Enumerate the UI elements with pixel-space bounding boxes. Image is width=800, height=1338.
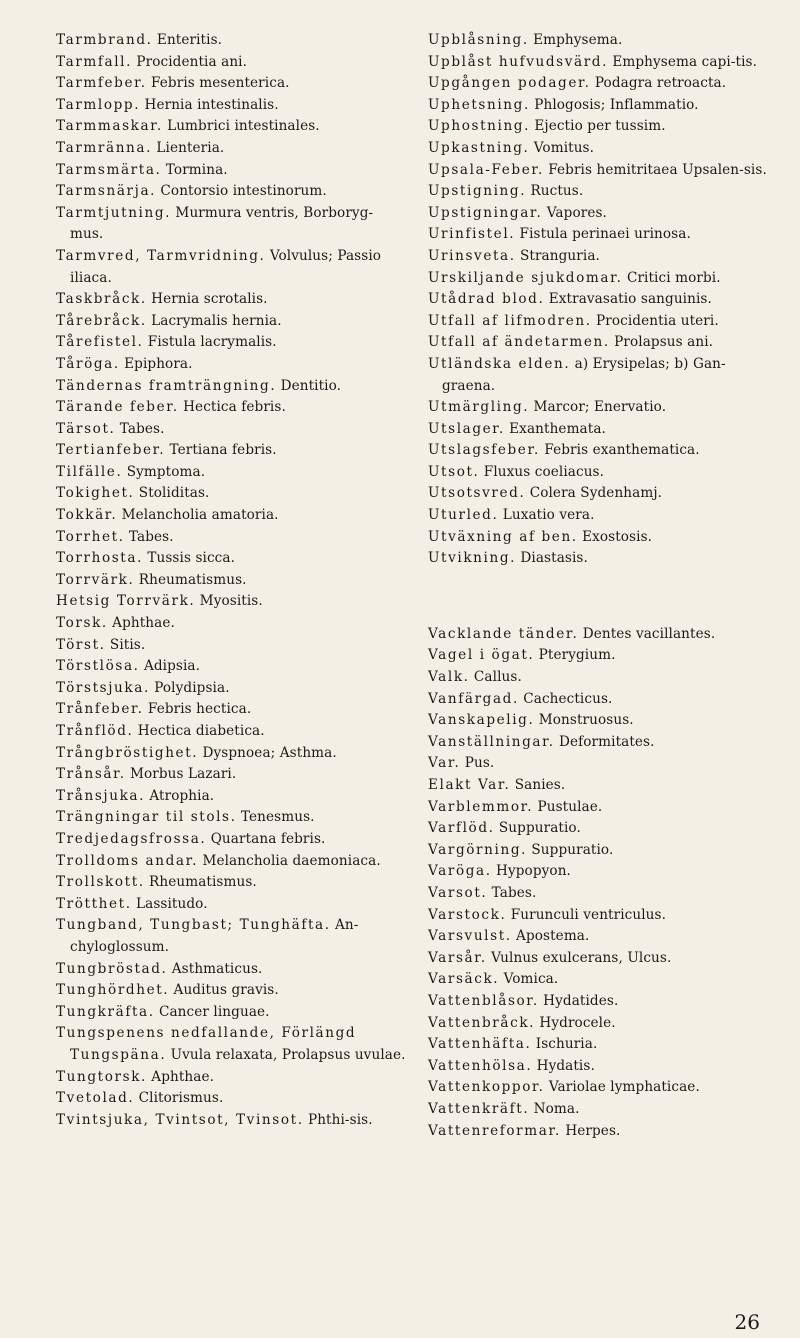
entry-latin: Callus.	[473, 669, 522, 686]
entry-term: Trollskott.	[56, 874, 145, 891]
entry-term: Vattenhäfta.	[428, 1036, 532, 1053]
entry-latin: Aphthae.	[151, 1068, 215, 1085]
dictionary-entry	[428, 883, 778, 905]
dictionary-entry	[428, 969, 778, 991]
entry-term: Tungbröstad.	[56, 960, 168, 977]
dictionary-entry	[428, 840, 778, 862]
entry-term: Elakt Var.	[428, 777, 511, 793]
dictionary-entry	[56, 613, 406, 635]
dictionary-entry	[428, 268, 778, 290]
entry-latin: Lumbrici intestinales.	[167, 118, 320, 135]
entry-term: Upstigning.	[428, 183, 527, 200]
dictionary-entry	[428, 948, 778, 970]
entry-term: Tarmmaskar.	[56, 118, 163, 135]
entry-latin: Vulnus exulcerans, Ulcus.	[491, 949, 672, 966]
entry-term: Torsk.	[56, 615, 108, 632]
dictionary-entry	[56, 160, 406, 182]
dictionary-entry	[56, 354, 406, 376]
entry-term: Tokkär.	[56, 507, 118, 524]
entry-latin: Hernia scrotalis.	[151, 291, 268, 308]
entry-term: Tarmtjutning.	[56, 204, 172, 221]
entry-latin: Vomica.	[503, 971, 559, 988]
entry-latin: Procidentia uteri.	[595, 312, 719, 329]
entry-term: Varflöd.	[428, 820, 495, 837]
u-section	[428, 30, 778, 570]
entry-latin: Lassitudo.	[136, 895, 208, 912]
entry-term: Trötthet.	[56, 895, 132, 912]
dictionary-entry	[56, 246, 406, 289]
entry-latin: Phthi-sis.	[307, 1111, 373, 1128]
entry-latin: Procidentia ani.	[136, 53, 248, 70]
entry-latin: Pustulae.	[537, 798, 603, 815]
dictionary-entry	[56, 95, 406, 117]
entry-term: Utsot.	[428, 463, 480, 480]
v-section	[428, 624, 778, 1142]
dictionary-entry	[56, 1110, 406, 1132]
entry-term: Utsotsvred.	[428, 485, 526, 502]
dictionary-entry	[428, 753, 778, 775]
entry-term: Tredjedagsfrossa.	[56, 830, 207, 847]
entry-term: Utslagsfeber.	[428, 442, 540, 459]
dictionary-entry	[428, 797, 778, 819]
entry-latin: Febris hemitritaea Upsalen-sis.	[548, 161, 767, 178]
dictionary-entry	[428, 732, 778, 754]
entry-latin: Adipsia.	[143, 658, 201, 675]
entry-latin: Murmura ventris, Borboryg-mus.	[70, 204, 374, 243]
dictionary-entry	[428, 440, 778, 462]
entry-term: Tärsot.	[56, 420, 116, 437]
entry-latin: Ischuria.	[535, 1036, 598, 1053]
entry-term: Vargörning.	[428, 841, 528, 858]
page-number: 26	[734, 1310, 760, 1334]
entry-latin: Fistula perinaei urinosa.	[519, 226, 691, 243]
dictionary-entry	[428, 1077, 778, 1099]
entry-term: Torrhet.	[56, 528, 125, 545]
entry-term: Vattenhölsa.	[428, 1057, 533, 1074]
entry-latin: Sitis.	[109, 636, 146, 653]
dictionary-entry	[56, 1088, 406, 1110]
entry-latin: Emphysema capi-tis.	[612, 53, 758, 70]
entry-term: Urinfistel.	[428, 226, 516, 243]
entry-term: Tårefistel.	[56, 334, 144, 351]
dictionary-entry	[428, 483, 778, 505]
entry-term: Vattenkoppor.	[428, 1079, 545, 1096]
entry-latin: Extravasatio sanguinis.	[548, 291, 712, 308]
entry-latin: Hectica diabetica.	[137, 723, 265, 739]
entry-latin: Aphthae.	[112, 615, 175, 632]
entry-latin: Ructus.	[530, 183, 584, 200]
dictionary-entry	[428, 95, 778, 117]
entry-term: Hetsig Torrvärk.	[56, 593, 196, 610]
dictionary-entry	[428, 689, 778, 711]
entry-term: Tungkräfta.	[56, 1003, 155, 1020]
entry-term: Tertianfeber.	[56, 442, 166, 459]
dictionary-entry	[428, 1099, 778, 1121]
dictionary-entry	[428, 861, 778, 883]
entry-term: Tokighet.	[56, 485, 135, 502]
entry-latin: Tabes.	[128, 528, 174, 545]
entry-latin: Apostema.	[516, 928, 590, 945]
dictionary-entry	[56, 440, 406, 462]
entry-latin: Epiphora.	[124, 355, 193, 372]
entry-term: Tungband, Tungbast; Tunghäfta.	[56, 917, 331, 934]
entry-term: Vanställningar.	[428, 733, 555, 750]
entry-latin: Atrophia.	[149, 787, 215, 804]
entry-latin: Hydrocele.	[539, 1014, 616, 1031]
dictionary-entry	[56, 52, 406, 74]
entry-latin: An-chyloglossum.	[70, 917, 359, 955]
entry-term: Tarmsnärja.	[56, 183, 157, 200]
entry-term: Tarmvred, Tarmvridning.	[56, 247, 266, 264]
entry-latin: Vapores.	[546, 204, 607, 221]
entry-latin: Lienteria.	[156, 139, 225, 156]
entry-latin: Tabes.	[491, 884, 537, 901]
entry-latin: Furunculi ventriculus.	[510, 906, 667, 923]
entry-term: Upgången podager.	[428, 75, 591, 92]
entry-term: Upsala-Feber.	[428, 161, 544, 178]
dictionary-entry	[428, 73, 778, 95]
dictionary-entry	[428, 116, 778, 138]
entry-latin: Prolapsus ani.	[614, 334, 714, 351]
dictionary-entry	[56, 635, 406, 657]
entry-latin: Fistula lacrymalis.	[147, 334, 277, 351]
entry-latin: Uvula relaxata, Prolapsus uvulae.	[170, 1046, 406, 1063]
entry-term: Tåröga.	[56, 355, 120, 372]
entry-term: Trånfeber.	[56, 701, 144, 718]
entry-term: Vattenkräft.	[428, 1100, 530, 1117]
entry-latin: Stoliditas.	[138, 485, 210, 502]
entry-term: Törstlösa.	[56, 658, 140, 675]
entry-term: Törst.	[56, 636, 106, 653]
entry-latin: Fluxus coeliacus.	[483, 463, 605, 480]
entry-latin: Phlogosis; Inflammatio.	[534, 96, 699, 113]
entry-term: Varstock.	[428, 906, 507, 923]
entry-term: Urinsveta.	[428, 247, 516, 264]
entry-latin: Suppuratio.	[531, 841, 614, 858]
entry-term: Trånsår.	[56, 766, 126, 783]
entry-term: Trånflöd.	[56, 723, 134, 739]
entry-term: Trängningar til stols.	[56, 809, 237, 826]
dictionary-entry	[428, 645, 778, 667]
entry-latin: a) Erysipelas; b) Gan-graena.	[442, 355, 726, 394]
entry-latin: Exanthemata.	[509, 420, 606, 437]
entry-term: Tarmränna.	[56, 139, 153, 156]
entry-term: Tungtorsk.	[56, 1068, 147, 1085]
dictionary-entry	[428, 224, 778, 246]
dictionary-entry	[56, 570, 406, 592]
dictionary-entry	[56, 743, 406, 765]
dictionary-entry	[56, 30, 406, 52]
entry-term: Tarmsmärta.	[56, 161, 162, 178]
entry-latin: Febris hectica.	[147, 701, 252, 718]
entry-latin: Variolae lymphaticae.	[548, 1079, 700, 1096]
dictionary-entry	[428, 775, 778, 797]
dictionary-entry	[56, 721, 406, 743]
entry-latin: Diastasis.	[520, 550, 588, 567]
entry-term: Var.	[428, 755, 461, 772]
dictionary-entry	[428, 246, 778, 268]
entry-term: Valk.	[428, 669, 470, 686]
entry-latin: Clitorismus.	[138, 1090, 224, 1107]
dictionary-entry	[56, 980, 406, 1002]
entry-latin: Tussis sicca.	[147, 550, 236, 567]
dictionary-entry	[428, 1056, 778, 1078]
dictionary-entry	[428, 818, 778, 840]
entry-latin: Dentes vacillantes.	[582, 625, 716, 642]
entry-term: Vattenblåsor.	[428, 992, 539, 1009]
dictionary-entry	[428, 332, 778, 354]
left-column	[56, 30, 406, 1131]
entry-latin: Luxatio vera.	[502, 507, 595, 524]
entry-term: Tårebråck.	[56, 312, 147, 329]
dictionary-entry	[428, 419, 778, 441]
dictionary-entry	[56, 656, 406, 678]
dictionary-entry	[428, 311, 778, 333]
entry-term: Utfall af ändetarmen.	[428, 334, 610, 351]
entry-term: Varsvulst.	[428, 928, 512, 945]
entry-latin: Tenesmus.	[240, 809, 315, 826]
entry-term: Torrvärk.	[56, 571, 135, 588]
dictionary-entry	[428, 667, 778, 689]
dictionary-entry	[56, 397, 406, 419]
entry-latin: Volvulus; Passio iliaca.	[70, 247, 382, 286]
dictionary-entry	[428, 354, 778, 397]
entry-latin: Tertiana febris.	[169, 442, 277, 459]
entry-term: Tarmbrand.	[56, 32, 153, 48]
dictionary-entry	[56, 1002, 406, 1024]
dictionary-entry	[428, 905, 778, 927]
entry-term: Upblåst hufvudsvärd.	[428, 53, 609, 70]
dictionary-entry	[56, 419, 406, 441]
entry-latin: Marcor; Enervatio.	[533, 399, 667, 416]
entry-latin: Hydatis.	[536, 1057, 595, 1074]
dictionary-entry	[428, 1034, 778, 1056]
dictionary-entry	[56, 678, 406, 700]
dictionary-entry	[56, 203, 406, 246]
entry-latin: Ejectio per tussim.	[534, 118, 666, 135]
dictionary-entry	[428, 181, 778, 203]
entry-term: Tvetolad.	[56, 1090, 135, 1107]
entry-term: Utslager.	[428, 420, 505, 437]
dictionary-entry	[56, 376, 406, 398]
dictionary-entry	[56, 829, 406, 851]
dictionary-entry	[56, 332, 406, 354]
entry-term: Varsäck.	[428, 971, 500, 988]
dictionary-entry	[56, 591, 406, 613]
entry-term: Vagel i ögat.	[428, 647, 535, 664]
entry-term: Utmärgling.	[428, 399, 530, 416]
entry-term: Varsår.	[428, 949, 487, 966]
entry-latin: Contorsio intestinorum.	[160, 183, 327, 200]
entry-term: Varblemmor.	[428, 798, 534, 815]
dictionary-entry	[428, 548, 778, 570]
entry-latin: Febris mesenterica.	[150, 75, 290, 92]
entry-latin: Symptoma.	[126, 463, 206, 480]
entry-latin: Noma.	[533, 1100, 580, 1117]
dictionary-entry	[56, 699, 406, 721]
entry-term: Vacklande tänder.	[428, 625, 579, 642]
entry-term: Trångbröstighet.	[56, 744, 199, 761]
entry-latin: Cancer linguae.	[158, 1003, 270, 1020]
entry-term: Trolldoms andar.	[56, 852, 199, 869]
entry-latin: Herpes.	[565, 1122, 621, 1139]
dictionary-entry	[428, 462, 778, 484]
entry-term: Tändernas framträngning.	[56, 377, 277, 394]
dictionary-entry	[56, 894, 406, 916]
entry-term: Utådrad blod.	[428, 291, 545, 308]
dictionary-entry	[428, 203, 778, 225]
entry-term: Vanskapelig.	[428, 712, 535, 729]
entry-latin: Febris exanthematica.	[544, 442, 700, 459]
entry-term: Upstigningar.	[428, 204, 543, 221]
entry-term: Upkastning.	[428, 139, 530, 156]
entry-term: Varöga.	[428, 863, 492, 880]
entry-latin: Hectica febris.	[183, 399, 286, 416]
dictionary-entry	[56, 116, 406, 138]
dictionary-entry	[56, 181, 406, 203]
entry-term: Torrhosta.	[56, 550, 143, 567]
entry-latin: Asthmaticus.	[171, 960, 263, 977]
entry-latin: Tormina.	[165, 161, 228, 178]
entry-term: Törstsjuka.	[56, 679, 150, 696]
entry-term: Utväxning af ben.	[428, 528, 578, 545]
entry-latin: Suppuratio.	[498, 820, 581, 837]
dictionary-entry	[56, 138, 406, 160]
entry-latin: Morbus Lazari.	[129, 766, 237, 783]
entry-latin: Auditus gravis.	[173, 982, 279, 999]
dictionary-entry	[428, 138, 778, 160]
entry-latin: Deformitates.	[558, 733, 655, 750]
dictionary-entry	[56, 527, 406, 549]
dictionary-entry	[56, 851, 406, 873]
entry-latin: Myositis.	[199, 593, 263, 610]
entry-term: Tilfälle.	[56, 463, 123, 480]
entry-term: Tarmfall.	[56, 53, 133, 70]
dictionary-entry	[56, 311, 406, 333]
dictionary-entry	[56, 73, 406, 95]
dictionary-entry	[428, 505, 778, 527]
dictionary-entry	[56, 764, 406, 786]
entry-term: Utfall af lifmodren.	[428, 312, 592, 329]
dictionary-entry	[56, 462, 406, 484]
entry-term: Utvikning.	[428, 550, 517, 567]
entry-term: Tarmlopp.	[56, 96, 141, 113]
dictionary-entry	[428, 397, 778, 419]
entry-term: Varsot.	[428, 884, 488, 901]
entry-latin: Monstruosus.	[538, 712, 634, 729]
dictionary-entry	[56, 483, 406, 505]
entry-term: Uphostning.	[428, 118, 531, 135]
entry-term: Tungspenens nedfallande, Förlängd Tungspäna.	[56, 1025, 357, 1063]
entry-latin: Rheumatismus.	[149, 874, 257, 891]
entry-latin: Tabes.	[119, 420, 165, 437]
entry-latin: Quartana febris.	[210, 830, 326, 847]
dictionary-entry	[428, 30, 778, 52]
entry-latin: Vomitus.	[533, 139, 595, 156]
entry-latin: Pterygium.	[538, 647, 616, 664]
dictionary-entry	[56, 786, 406, 808]
dictionary-entry	[56, 505, 406, 527]
entry-latin: Sanies.	[514, 777, 566, 793]
entry-latin: Melancholia amatoria.	[121, 507, 279, 524]
entry-latin: Hypopyon.	[496, 863, 571, 880]
dictionary-entry	[56, 959, 406, 981]
dictionary-entry	[428, 624, 778, 646]
dictionary-entry	[428, 160, 778, 182]
entry-term: Tarmfeber.	[56, 75, 147, 92]
dictionary-entry	[428, 926, 778, 948]
entry-latin: Cachecticus.	[523, 690, 613, 707]
entry-term: Upblåsning.	[428, 32, 529, 48]
entry-latin: Pus.	[464, 755, 495, 772]
dictionary-entry	[56, 1067, 406, 1089]
entry-latin: Critici morbi.	[626, 269, 721, 286]
entry-term: Vanfärgad.	[428, 690, 519, 707]
dictionary-entry	[56, 289, 406, 311]
entry-term: Vattenbråck.	[428, 1014, 536, 1031]
entry-latin: Rheumatismus.	[138, 571, 247, 588]
entry-term: Uphetsning.	[428, 96, 530, 113]
dictionary-entry	[428, 1013, 778, 1035]
entry-term: Uturled.	[428, 507, 499, 524]
dictionary-entry	[428, 527, 778, 549]
dictionary-entry	[56, 872, 406, 894]
dictionary-entry	[56, 1023, 406, 1066]
entry-term: Tunghördhet.	[56, 982, 170, 999]
entry-latin: Colera Sydenhamj.	[529, 485, 663, 502]
entry-latin: Podagra retroacta.	[594, 75, 727, 92]
dictionary-entry	[56, 548, 406, 570]
dictionary-entry	[428, 289, 778, 311]
entry-latin: Exostosis.	[582, 528, 653, 545]
entry-latin: Emphysema.	[533, 32, 623, 48]
entry-term: Vattenreformar.	[428, 1122, 561, 1139]
entry-latin: Polydipsia.	[154, 679, 230, 696]
entry-latin: Hernia intestinalis.	[144, 96, 279, 113]
entry-term: Tärande feber.	[56, 399, 179, 416]
entry-term: Trånsjuka.	[56, 787, 146, 804]
entry-term: Tvintsjuka, Tvintsot, Tvinsot.	[56, 1111, 304, 1128]
entry-latin: Hydatides.	[543, 992, 619, 1009]
entry-term: Utländska elden.	[428, 355, 571, 372]
dictionary-entry	[428, 52, 778, 74]
entry-latin: Enteritis.	[156, 32, 223, 48]
entry-latin: Dyspnoea; Asthma.	[202, 744, 337, 761]
dictionary-entry	[428, 991, 778, 1013]
right-column	[428, 30, 778, 1142]
dictionary-entry	[56, 807, 406, 829]
entry-latin: Dentitio.	[280, 377, 342, 394]
entry-latin: Melancholia daemoniaca.	[202, 852, 381, 869]
entry-term: Taskbråck.	[56, 291, 147, 308]
section-gap	[428, 570, 778, 624]
entry-term: Urskiljande sjukdomar.	[428, 269, 623, 286]
entry-latin: Stranguria.	[519, 247, 600, 264]
entry-latin: Lacrymalis hernia.	[151, 312, 282, 329]
dictionary-entry	[56, 915, 406, 958]
dictionary-entry	[428, 710, 778, 732]
dictionary-entry	[428, 1121, 778, 1143]
